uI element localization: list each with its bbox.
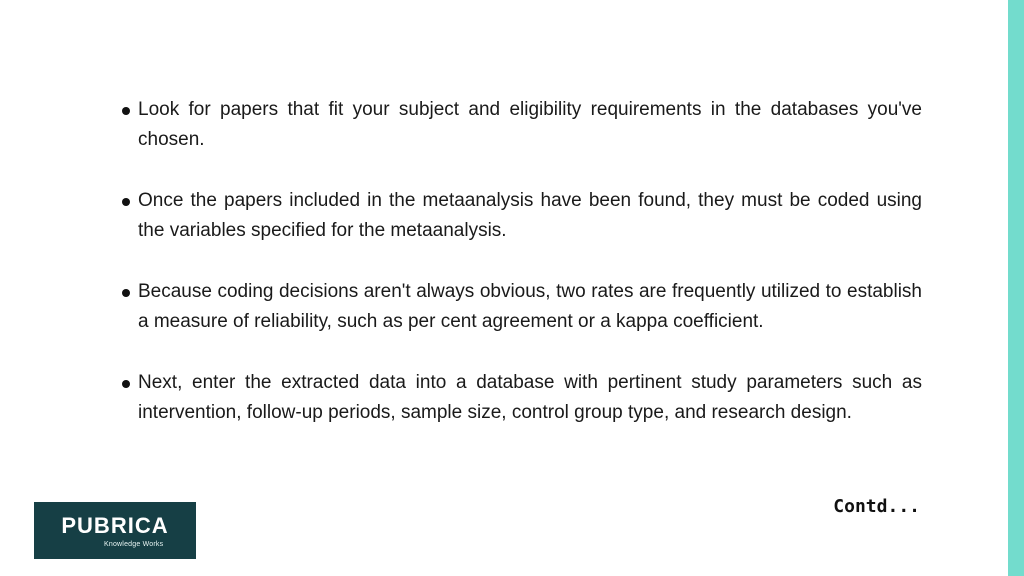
accent-strip <box>1008 0 1024 576</box>
bullet-item <box>120 277 922 337</box>
logo-tagline: Knowledge Works <box>104 541 164 548</box>
bullet-dot-icon <box>122 289 130 297</box>
bullet-dot-icon <box>122 198 130 206</box>
bullet-item <box>120 95 922 155</box>
bullet-item <box>120 186 922 246</box>
continued-label: Contd... <box>833 496 920 517</box>
bullet-dot-icon <box>122 107 130 115</box>
bullet-text: Once the papers included in the metaanalysis have been found, they must be coded using the variables specified for the metaanalysis. <box>138 190 922 241</box>
bullet-text: Next, enter the extracted data into a database with pertinent study parameters such as intervention, follow-up periods, sample size, control group type, and research design. <box>138 372 922 423</box>
bullet-list <box>120 95 922 428</box>
bullet-dot-icon <box>122 380 130 388</box>
bullet-text: Look for papers that fit your subject and eligibility requirements in the databases you've chosen. <box>138 99 922 150</box>
bullet-text: Because coding decisions aren't always obvious, two rates are frequently utilized to establish a measure of reliability, such as per cent agreement or a kappa coefficient. <box>138 281 922 332</box>
bullet-item <box>120 368 922 428</box>
pubrica-logo <box>34 502 196 559</box>
logo-wordmark: PUBRICA <box>61 513 169 538</box>
